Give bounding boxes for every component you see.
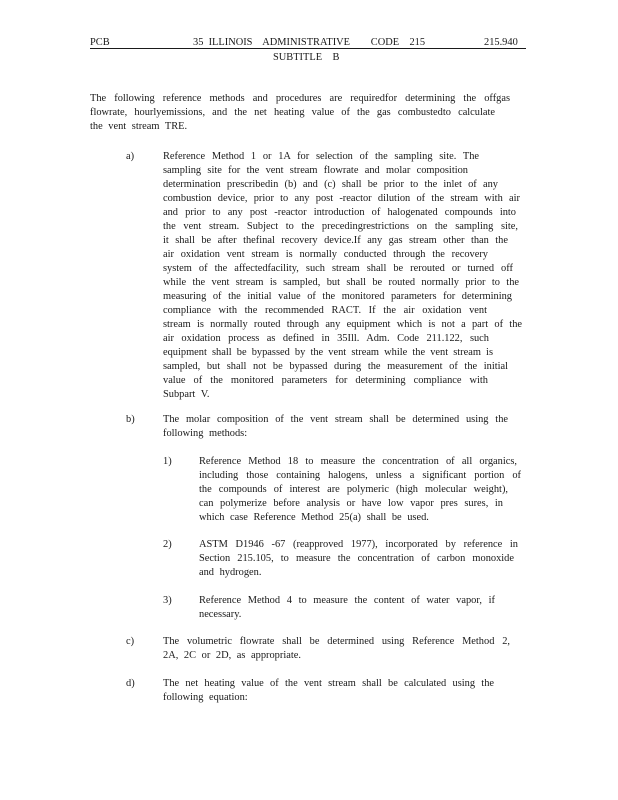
item-b-1-line: Reference Method 18 to measure the concentration of all organics,: [199, 456, 517, 467]
header-subtitle: SUBTITLE B: [273, 52, 340, 63]
header-rule: [90, 48, 526, 49]
intro-line: the vent stream TRE.: [90, 121, 188, 132]
item-d-line: following equation:: [163, 692, 248, 703]
item-a-line: stream is normally routed through any equipment which is not a part of the: [163, 319, 522, 330]
item-a-line: Subpart V.: [163, 389, 210, 400]
item-b-3-label: 3): [163, 595, 172, 606]
item-b-2-line: Section 215.105, to measure the concentration of carbon monoxide: [199, 553, 514, 564]
item-a-line: and prior to any post -reactor introduction of halogenated compounds into: [163, 207, 516, 218]
item-a-line: sampling site for the vent stream flowrate and molar composition: [163, 165, 468, 176]
item-b-1-line: which case Reference Method 25(a) shall be used.: [199, 512, 429, 523]
item-a-line: measuring of the initial value of the monitored parameters for determining: [163, 291, 512, 302]
header-left: PCB: [90, 37, 110, 48]
item-a-line: air oxidation process as defined in 35Ill. Adm. Code 211.122, such: [163, 333, 489, 344]
item-b-1-label: 1): [163, 456, 172, 467]
item-a-line: determination prescribedin (b) and (c) shall be prior to the inlet of any: [163, 179, 498, 190]
item-a-label: a): [126, 151, 135, 162]
item-b-3-line: Reference Method 4 to measure the content of water vapor, if: [199, 595, 495, 606]
item-b-line: following methods:: [163, 428, 248, 439]
item-b-label: b): [126, 414, 135, 425]
item-a-line: compliance with the recommended RACT. If the air oxidation vent: [163, 305, 487, 316]
header-right: 215.940: [484, 37, 518, 48]
item-a-line: air oxidation vent stream is normally conducted through the recovery: [163, 249, 488, 260]
item-d-line: The net heating value of the vent stream shall be calculated using the: [163, 678, 494, 689]
intro-line: The following reference methods and procedures are requiredfor determining the offgas: [90, 93, 510, 104]
item-b-3-line: necessary.: [199, 609, 242, 620]
item-c-line: 2A, 2C or 2D, as appropriate.: [163, 650, 301, 661]
item-b-2-line: ASTM D1946 -67 (reapproved 1977), incorporated by reference in: [199, 539, 518, 550]
item-a-line: sampled, but shall not be bypassed during the measurement of the initial: [163, 361, 508, 372]
item-b-1-line: including those containing halogens, unless a significant portion of: [199, 470, 521, 481]
intro-line: flowrate, hourlyemissions, and the net heating value of the gas combustedto calculate: [90, 107, 495, 118]
header-center: 35 ILLINOIS ADMINISTRATIVE CODE 215: [193, 37, 426, 48]
item-a-line: value of the monitored parameters for determining compliance with: [163, 375, 488, 386]
item-a-line: combustion device, prior to any post -reactor dilution of the stream with air: [163, 193, 520, 204]
item-c-label: c): [126, 636, 135, 647]
item-b-2-label: 2): [163, 539, 172, 550]
item-b-line: The molar composition of the vent stream shall be determined using the: [163, 414, 508, 425]
item-b-2-line: and hydrogen.: [199, 567, 262, 578]
item-b-1-line: the compounds of interest are polymeric (high molecular weight),: [199, 484, 508, 495]
item-a-line: Reference Method 1 or 1A for selection of the sampling site. The: [163, 151, 479, 162]
item-a-line: equipment shall be bypassed by the vent stream while the vent stream is: [163, 347, 493, 358]
item-a-line: while the vent stream is sampled, but shall be routed normally prior to the: [163, 277, 519, 288]
item-a-line: system of the affectedfacility, such stream shall be rerouted or turned off: [163, 263, 513, 274]
item-c-line: The volumetric flowrate shall be determined using Reference Method 2,: [163, 636, 510, 647]
item-a-line: it shall be after thefinal recovery device.If any gas stream other than the: [163, 235, 508, 246]
item-d-label: d): [126, 678, 135, 689]
item-a-line: the vent stream. Subject to the precedingrestrictions on the sampling site,: [163, 221, 518, 232]
item-b-1-line: can polymerize before analysis or have low vapor pres sures, in: [199, 498, 503, 509]
